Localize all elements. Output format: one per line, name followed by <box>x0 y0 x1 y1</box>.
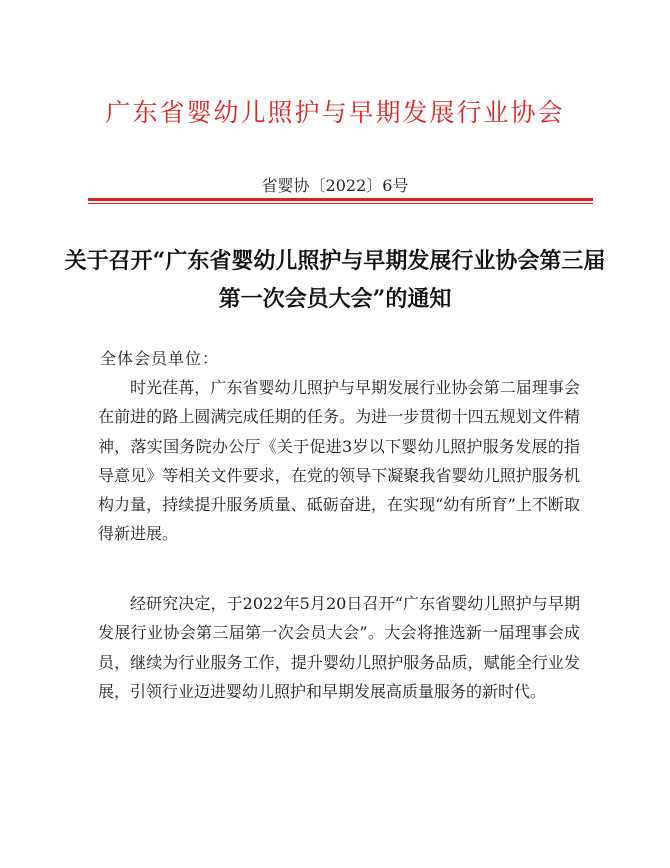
body-paragraph: 经研究决定，于2022年5月20日召开“广东省婴幼儿照护与早期发展行业协会第三届第一次会员大会”。大会将推选新一届理事会成员，继续为行业服务工作，提升婴幼儿照护服务品质，赋能全行业发展，引领行业迈进婴幼儿照护和早期发展高质量服务的新时代。 <box>98 594 580 701</box>
red-divider-thick <box>88 198 593 201</box>
document-number: 省婴协〔2022〕6号 <box>261 176 409 195</box>
body-paragraph: 时光荏苒，广东省婴幼儿照护与早期发展行业协会第二届理事会在前进的路上圆满完成任期的任务。为进一步贯彻十四五规划文件精神，落实国务院办公厅《关于促进3岁以下婴幼儿照护服务发展的指导意见》等相关文件要求，在党的领导下凝聚我省婴幼儿照护服务机构力量，持续提升服务质量、砥砺奋进，在实现“幼有所育”上不断取得新进展。 <box>98 378 580 544</box>
org-header-title: 广东省婴幼儿照护与早期发展行业协会 <box>105 98 565 127</box>
red-divider-thin <box>88 203 593 204</box>
notice-title: 关于召开“广东省婴幼儿照护与早期发展行业协会第三届第一次会员大会”的通知 <box>64 248 606 312</box>
salutation: 全体会员单位： <box>100 349 220 368</box>
